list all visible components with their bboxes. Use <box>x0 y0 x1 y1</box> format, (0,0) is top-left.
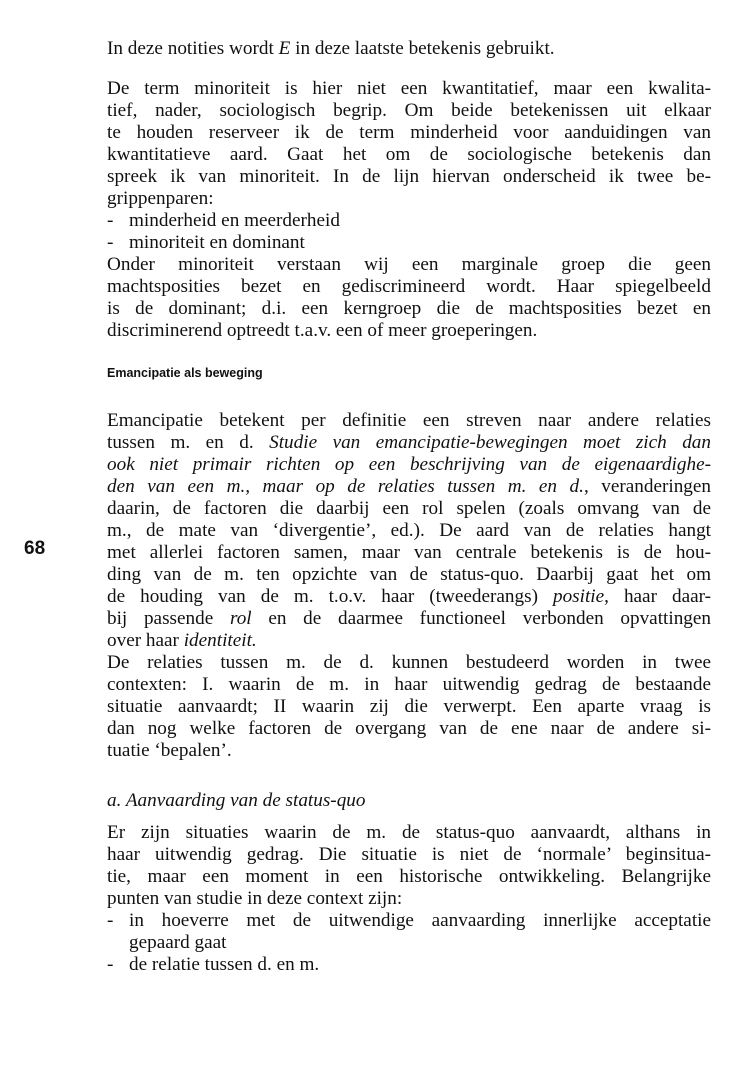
paragraph-relaties-contexten <box>107 652 711 762</box>
page-body <box>107 38 711 976</box>
text-line: ding van de m. ten opzichte van de status-quo. Daarbij gaat het om <box>107 564 711 585</box>
text-line: contexten: I. waarin de m. in haar uitwendig gedrag de bestaande <box>107 674 711 695</box>
text-line: is de dominant; d.i. een kerngroep die de machtsposities bezet en <box>107 298 711 319</box>
paragraph-status-quo <box>107 822 711 910</box>
text-line: dan nog welke factoren de overgang van de ene naar de andere si- <box>107 718 711 739</box>
text-line: punten van studie in deze context zijn: <box>107 888 403 909</box>
text-line: bij passende rol en de daarmee functioneel verbonden opvattingen <box>107 608 711 629</box>
text-line: te houden reserveer ik de term minderheid voor aanduidingen van <box>107 122 711 143</box>
page-number: 68 <box>24 538 46 559</box>
text-line: daarin, de factoren die daarbij een rol spelen (zoals omvang van de <box>107 498 711 519</box>
text-line: over haar identiteit. <box>107 630 257 651</box>
text-line: tuatie ‘bepalen’. <box>107 740 232 761</box>
intro-line: In deze notities wordt E in deze laatste betekenis gebruikt. <box>107 38 555 59</box>
text-line: met allerlei factoren samen, maar van centrale betekenis is de hou- <box>107 542 711 563</box>
subsection-heading: a. Aanvaarding van de status-quo <box>107 790 366 811</box>
text-line: De term minoriteit is hier niet een kwantitatief, maar een kwalita- <box>107 78 711 99</box>
text-line: m., de mate van ‘divergentie’, ed.). De aard van de relaties hangt <box>107 520 711 541</box>
text-line: tief, nader, sociologisch begrip. Om beide betekenissen uit elkaar <box>107 100 711 121</box>
text-line: den van een m., maar op de relaties tussen m. en d., veranderingen <box>107 476 711 497</box>
text-line: tie, maar een moment in een historische ontwikkeling. Belangrijke <box>107 866 711 887</box>
paragraph-emancipatie <box>107 410 711 652</box>
text-line: de houding van de m. t.o.v. haar (tweederangs) positie, haar daar- <box>107 586 711 607</box>
text-line: machtsposities bezet en gediscrimineerd wordt. Haar spiegelbeeld <box>107 276 711 297</box>
text-line: De relaties tussen m. de d. kunnen bestudeerd worden in twee <box>107 652 711 673</box>
list-item: - minderheid en meerderheid <box>107 210 340 231</box>
text-line: spreek ik van minoriteit. In de lijn hiervan onderscheid ik twee be- <box>107 166 711 187</box>
text-line: Er zijn situaties waarin de m. de status-quo aanvaardt, althans in <box>107 822 711 843</box>
text-line: discriminerend optreedt t.a.v. een of meer groeperingen. <box>107 320 538 341</box>
section-heading: Emancipatie als beweging <box>107 366 263 380</box>
text-line: haar uitwendig gedrag. Die situatie is niet de ‘normale’ beginsitua- <box>107 844 711 865</box>
study-points-list <box>107 910 711 976</box>
text-line: kwantitatieve aard. Gaat het om de sociologische betekenis dan <box>107 144 711 165</box>
paragraph-marginale-groep <box>107 254 711 342</box>
paragraph-minoriteit-definition <box>107 78 711 210</box>
text-line: Emancipatie betekent per definitie een streven naar andere relaties <box>107 410 711 431</box>
text-line: grippenparen: <box>107 188 214 209</box>
text-line: situatie aanvaardt; II waarin zij die verwerpt. Een aparte vraag is <box>107 696 711 717</box>
concept-pairs-list <box>107 210 711 254</box>
list-item: - in hoeverre met de uitwendige aanvaarding innerlijke acceptatie gepaard gaat <box>107 910 711 953</box>
text-line: tussen m. en d. Studie van emancipatie-bewegingen moet zich dan <box>107 432 711 453</box>
text-line: Onder minoriteit verstaan wij een marginale groep die geen <box>107 254 711 275</box>
list-item: - minoriteit en dominant <box>107 232 305 253</box>
list-item: - de relatie tussen d. en m. <box>107 954 320 975</box>
text-line: ook niet primair richten op een beschrijving van de eigenaardighe- <box>107 454 711 475</box>
